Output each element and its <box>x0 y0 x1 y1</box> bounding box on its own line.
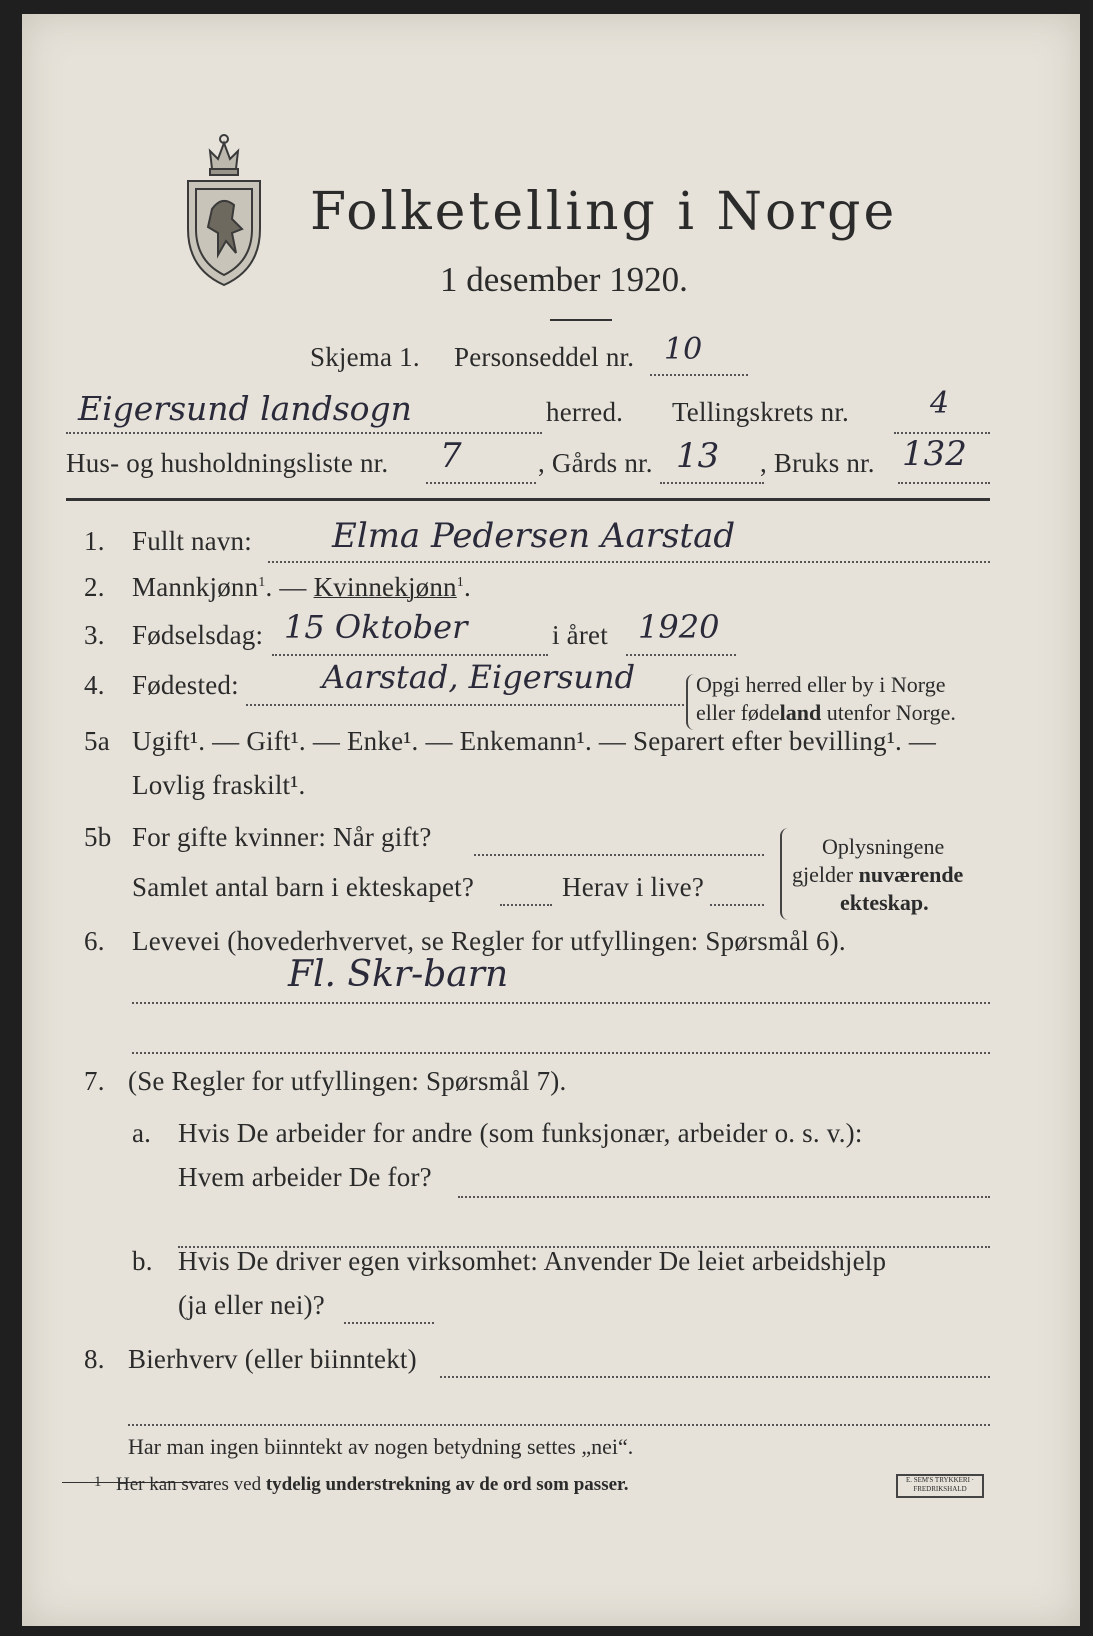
q5a-number: 5a <box>84 726 110 756</box>
q7a-number: a. <box>132 1118 152 1148</box>
q7b-line1: Hvis De driver egen virksomhet: Anvender De leiet arbeidshjelp <box>178 1246 887 1276</box>
header-rule <box>66 498 990 501</box>
marital-status-options[interactable]: Ugift¹. — Gift¹. — Enke¹. — Enkemann¹. — Separert efter bevilling¹. — <box>132 726 937 756</box>
gards-field-line <box>660 482 764 484</box>
q1-number: 1. <box>84 526 105 556</box>
q4-number: 4. <box>84 670 105 700</box>
q8-label: Bierhverv (eller biinntekt) <box>128 1344 417 1374</box>
q5b-note-line1: Oplysningene <box>822 834 945 859</box>
q4-label: Fødested: <box>132 670 239 700</box>
herred-field-line <box>66 432 542 434</box>
q5b-children-field-line[interactable] <box>500 904 552 906</box>
q5b-alive-label: Herav i live? <box>562 872 705 902</box>
full-name-value[interactable]: Elma Pedersen Aarstad <box>332 516 736 556</box>
q7b-line2: (ja eller nei)? <box>178 1290 325 1320</box>
q5b-note-line3: ekteskap. <box>840 890 929 915</box>
q5b-children-label: Samlet antal barn i ekteskapet? <box>132 872 475 902</box>
q5b-married-label: For gifte kvinner: Når gift? <box>132 822 432 852</box>
norwegian-coat-of-arms-icon <box>182 129 266 289</box>
tellingskrets-label: Tellingskrets nr. <box>672 397 849 427</box>
title-divider <box>550 319 612 321</box>
hus-value[interactable]: 7 <box>440 436 462 476</box>
occupation-value[interactable]: Fl. Skr-barn <box>288 954 509 995</box>
q7a-line1: Hvis De arbeider for andre (som funksjonær, arbeider o. s. v.): <box>178 1118 863 1148</box>
q3-number: 3. <box>84 620 105 650</box>
herred-label: herred. <box>546 397 624 427</box>
q5b-note-line2: gjelder nuværende <box>792 862 964 887</box>
personseddel-field-line <box>650 374 748 376</box>
footnote-text: Her kan svares ved tydelig understrekning av de ord som passer. <box>116 1474 629 1495</box>
q7b-field-line[interactable] <box>344 1322 434 1324</box>
herred-value[interactable]: Eigersund landsogn <box>78 389 412 428</box>
census-form <box>22 14 1080 1626</box>
q6-number: 6. <box>84 926 105 956</box>
bruks-label: , Bruks nr. <box>760 448 875 478</box>
q5b-alive-field-line[interactable] <box>710 904 764 906</box>
q3-label: Fødselsdag: <box>132 620 264 650</box>
q7-label: (Se Regler for utfyllingen: Spørsmål 7). <box>128 1066 567 1096</box>
q2-sex-options: Mannkjønn$^1$. — Kvinnekjønn$^1$. <box>132 572 471 602</box>
bruks-field-line <box>898 482 990 484</box>
hus-label: Hus- og husholdningsliste nr. <box>66 448 389 478</box>
q5b-number: 5b <box>84 822 112 852</box>
q4-field-line <box>246 704 684 706</box>
census-date: 1 desember 1920. <box>440 260 688 299</box>
printer-stamp: E. SEM'S TRYKKERI · FREDRIKSHALD <box>896 1474 984 1498</box>
gards-label: , Gårds nr. <box>538 448 653 478</box>
skjema-label: Skjema 1. <box>310 342 420 372</box>
bruks-value[interactable]: 132 <box>902 434 967 474</box>
q7a-field-line1[interactable] <box>458 1196 990 1198</box>
q3-year-label: i året <box>552 620 608 650</box>
q4-note-line1: Opgi herred eller by i Norge <box>696 672 946 697</box>
q6-field-line2 <box>132 1052 990 1054</box>
form-title: Folketelling i Norge <box>310 182 898 242</box>
tellingskrets-value[interactable]: 4 <box>930 386 950 421</box>
personseddel-value[interactable]: 10 <box>664 332 703 367</box>
marital-status-divorced[interactable]: Lovlig fraskilt¹. <box>132 770 306 800</box>
option-kvinnekjonn[interactable]: Kvinnekjønn <box>313 572 457 602</box>
hus-field-line <box>426 482 536 484</box>
q7a-line2: Hvem arbeider De for? <box>178 1162 432 1192</box>
q8-note: Har man ingen biinntekt av nogen betydning settes „nei“. <box>128 1434 634 1459</box>
q1-label: Fullt navn: <box>132 526 252 556</box>
gards-value[interactable]: 13 <box>676 436 720 476</box>
q4-note-line2: eller fødeland utenfor Norge. <box>696 700 956 725</box>
q5b-note-brace <box>780 828 788 920</box>
q4-note-brace <box>686 674 694 730</box>
birth-year-value[interactable]: 1920 <box>638 608 720 646</box>
birthdate-value[interactable]: 15 Oktober <box>284 608 468 646</box>
q8-number: 8. <box>84 1344 105 1374</box>
footnote-number: 1 <box>94 1474 102 1490</box>
q3-day-field-line <box>272 654 548 656</box>
q7b-number: b. <box>132 1246 153 1276</box>
q6-field-line1 <box>132 1002 990 1004</box>
q8-field-line1[interactable] <box>440 1376 990 1378</box>
option-mannkjonn[interactable]: Mannkjønn <box>132 572 259 602</box>
q8-field-line2[interactable] <box>128 1424 990 1426</box>
q5b-married-field-line[interactable] <box>474 854 764 856</box>
q2-number: 2. <box>84 572 105 602</box>
q3-year-field-line <box>626 654 736 656</box>
q7-number: 7. <box>84 1066 105 1096</box>
q1-field-line <box>268 561 990 563</box>
birthplace-value[interactable]: Aarstad, Eigersund <box>322 658 636 696</box>
q6-label: Levevei (hovederhvervet, se Regler for utfyllingen: Spørsmål 6). <box>132 926 846 956</box>
personseddel-label: Personseddel nr. <box>454 342 635 372</box>
